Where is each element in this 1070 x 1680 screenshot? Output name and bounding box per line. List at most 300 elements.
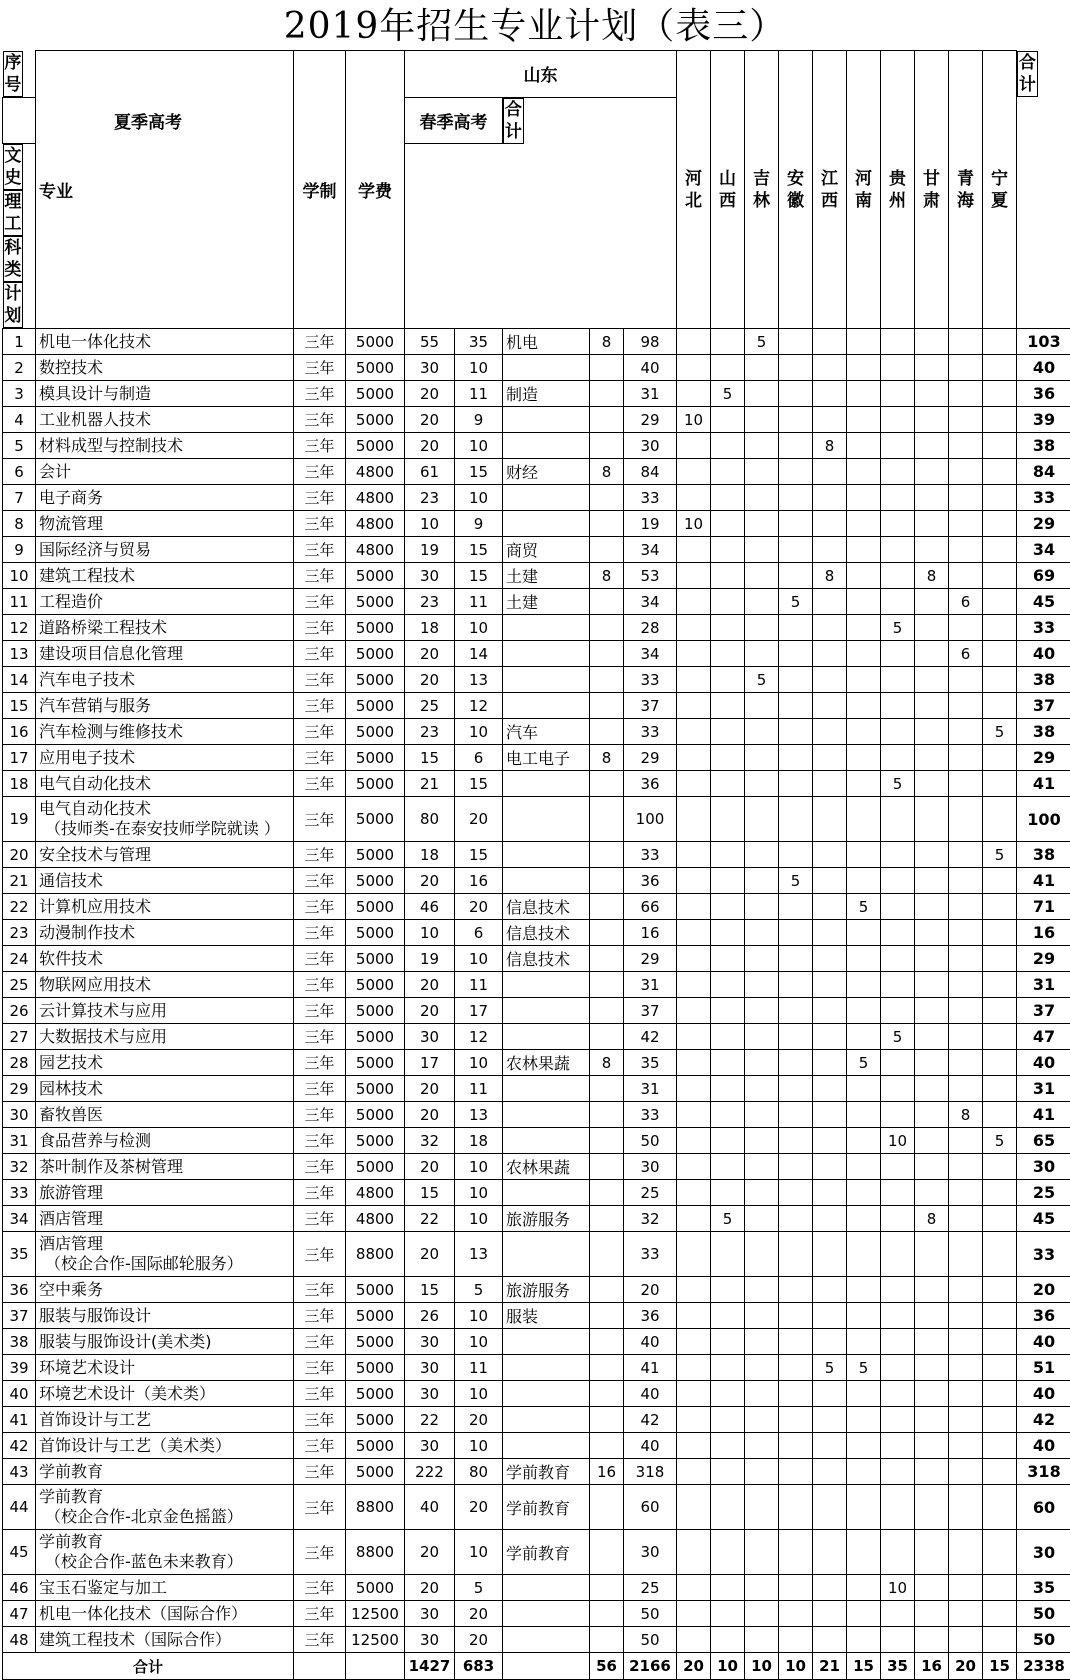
summary-province: 21 (813, 1653, 847, 1680)
row-fee: 4800 (346, 537, 405, 563)
row-grand-total: 60 (1017, 1485, 1070, 1530)
table-row (3, 1627, 1070, 1653)
row-index: 26 (3, 998, 36, 1024)
row-province (677, 459, 711, 485)
summary-row (3, 1653, 1070, 1680)
table-row (3, 1303, 1070, 1329)
row-province (813, 745, 847, 771)
row-province (813, 719, 847, 745)
row-jihua (590, 485, 624, 511)
row-province (779, 667, 813, 693)
row-province (949, 771, 983, 797)
row-ligong: 10 (455, 433, 503, 459)
row-ligong: 10 (455, 1303, 503, 1329)
row-province (711, 1530, 745, 1575)
row-province (983, 1050, 1017, 1076)
row-province (745, 998, 779, 1024)
row-province (915, 1303, 949, 1329)
row-shandong-total: 20 (624, 1277, 677, 1303)
row-province (915, 745, 949, 771)
major-name: 工业机器人技术 (39, 410, 151, 429)
row-kelei (503, 972, 590, 998)
row-province (677, 1050, 711, 1076)
row-duration: 三年 (294, 1575, 346, 1601)
row-duration: 三年 (294, 1407, 346, 1433)
row-province (711, 563, 745, 589)
row-province (949, 1154, 983, 1180)
row-province (745, 1530, 779, 1575)
row-province (745, 1102, 779, 1128)
row-province (711, 1601, 745, 1627)
row-major (36, 615, 294, 641)
table-row (3, 511, 1070, 537)
row-duration: 三年 (294, 1024, 346, 1050)
row-province (847, 1206, 881, 1232)
row-province (881, 641, 915, 667)
summary-grand-total: 2338 (1017, 1653, 1070, 1680)
row-major (36, 1050, 294, 1076)
row-major (36, 894, 294, 920)
row-jihua: 8 (590, 329, 624, 355)
row-province (915, 1627, 949, 1653)
row-wenshi: 20 (405, 1102, 455, 1128)
row-shandong-total: 30 (624, 1530, 677, 1575)
row-province (847, 1232, 881, 1277)
row-province (881, 1355, 915, 1381)
row-province (881, 1232, 915, 1277)
row-major (36, 998, 294, 1024)
row-province (881, 998, 915, 1024)
row-province: 5 (847, 1050, 881, 1076)
row-province (677, 1232, 711, 1277)
row-province (813, 1485, 847, 1530)
row-province (745, 719, 779, 745)
row-jihua (590, 842, 624, 868)
row-province (779, 1277, 813, 1303)
row-major (36, 667, 294, 693)
row-province (745, 1303, 779, 1329)
row-ligong: 12 (455, 1024, 503, 1050)
table-row (3, 797, 1070, 842)
row-province (881, 1050, 915, 1076)
row-province (949, 1575, 983, 1601)
major-name: 学前教育 (39, 1532, 103, 1551)
row-province (983, 355, 1017, 381)
row-province (745, 920, 779, 946)
row-jihua (590, 1024, 624, 1050)
row-wenshi: 30 (405, 1381, 455, 1407)
row-province (983, 511, 1017, 537)
row-province: 5 (745, 667, 779, 693)
row-grand-total: 37 (1017, 998, 1070, 1024)
row-province (677, 355, 711, 381)
row-shandong-total: 50 (624, 1601, 677, 1627)
row-province: 5 (779, 589, 813, 615)
table-row (3, 1180, 1070, 1206)
row-ligong: 10 (455, 946, 503, 972)
major-name: 机电一体化技术（国际合作） (39, 1604, 247, 1623)
row-province (745, 972, 779, 998)
row-province (847, 1407, 881, 1433)
row-wenshi: 19 (405, 946, 455, 972)
row-province (847, 1530, 881, 1575)
row-jihua (590, 1407, 624, 1433)
row-province (847, 998, 881, 1024)
summary-province: 16 (915, 1653, 949, 1680)
row-province (677, 1277, 711, 1303)
row-jihua (590, 1154, 624, 1180)
row-province (983, 1076, 1017, 1102)
row-province (677, 1154, 711, 1180)
row-province (711, 1303, 745, 1329)
row-index: 5 (3, 433, 36, 459)
row-province (983, 797, 1017, 842)
header-duration: 学制 (294, 51, 346, 329)
row-kelei (503, 771, 590, 797)
row-grand-total: 33 (1017, 485, 1070, 511)
row-grand-total: 16 (1017, 920, 1070, 946)
summary-province: 10 (779, 1653, 813, 1680)
row-jihua (590, 433, 624, 459)
row-wenshi: 25 (405, 693, 455, 719)
row-major (36, 641, 294, 667)
row-province (881, 842, 915, 868)
row-province (881, 1180, 915, 1206)
row-fee: 5000 (346, 842, 405, 868)
major-name: 大数据技术与应用 (39, 1027, 167, 1046)
row-province (949, 797, 983, 842)
row-major (36, 868, 294, 894)
row-major (36, 1627, 294, 1653)
row-province (847, 771, 881, 797)
row-province (915, 329, 949, 355)
row-province (779, 1102, 813, 1128)
row-wenshi: 18 (405, 615, 455, 641)
row-province (915, 641, 949, 667)
row-province (711, 615, 745, 641)
row-jihua (590, 998, 624, 1024)
row-province (745, 1355, 779, 1381)
row-ligong: 10 (455, 1050, 503, 1076)
row-province (745, 485, 779, 511)
row-kelei: 旅游服务 (503, 1277, 590, 1303)
row-grand-total: 40 (1017, 1329, 1070, 1355)
row-province (813, 511, 847, 537)
row-province (813, 693, 847, 719)
row-duration: 三年 (294, 615, 346, 641)
row-wenshi: 20 (405, 1575, 455, 1601)
table-row (3, 329, 1070, 355)
row-index: 6 (3, 459, 36, 485)
row-ligong: 10 (455, 485, 503, 511)
table-row (3, 771, 1070, 797)
row-province (915, 459, 949, 485)
row-shandong-total: 28 (624, 615, 677, 641)
row-fee: 5000 (346, 894, 405, 920)
row-province (813, 1277, 847, 1303)
summary-province: 10 (711, 1653, 745, 1680)
row-province (745, 537, 779, 563)
row-province (983, 1433, 1017, 1459)
row-province (847, 563, 881, 589)
row-province (881, 329, 915, 355)
row-province (847, 485, 881, 511)
summary-province: 15 (847, 1653, 881, 1680)
row-wenshi: 32 (405, 1128, 455, 1154)
row-province (813, 667, 847, 693)
row-province (779, 797, 813, 842)
row-major (36, 511, 294, 537)
row-kelei (503, 355, 590, 381)
row-province (711, 771, 745, 797)
row-ligong: 10 (455, 1329, 503, 1355)
row-province: 8 (915, 1206, 949, 1232)
row-duration: 三年 (294, 842, 346, 868)
row-province (949, 1180, 983, 1206)
row-province (847, 719, 881, 745)
row-province (745, 355, 779, 381)
row-major (36, 719, 294, 745)
row-province (983, 1627, 1017, 1653)
row-ligong: 15 (455, 459, 503, 485)
row-shandong-total: 33 (624, 1232, 677, 1277)
summary-shandong-total: 2166 (624, 1653, 677, 1680)
summary-cell (346, 1653, 405, 1680)
row-duration: 三年 (294, 894, 346, 920)
row-major (36, 842, 294, 868)
row-shandong-total: 40 (624, 355, 677, 381)
row-province (881, 407, 915, 433)
row-province (711, 329, 745, 355)
table-row (3, 972, 1070, 998)
major-name: 空中乘务 (39, 1280, 103, 1299)
row-wenshi: 18 (405, 842, 455, 868)
row-province (949, 1329, 983, 1355)
row-province (949, 1355, 983, 1381)
row-province (813, 1128, 847, 1154)
row-province (915, 615, 949, 641)
row-province (847, 615, 881, 641)
row-kelei: 土建 (503, 563, 590, 589)
row-province (779, 894, 813, 920)
row-province (847, 381, 881, 407)
row-shandong-total: 31 (624, 1076, 677, 1102)
row-province (881, 667, 915, 693)
row-kelei: 土建 (503, 589, 590, 615)
header-grand-total: 合计 (1017, 51, 1038, 97)
row-fee: 4800 (346, 485, 405, 511)
row-major (36, 381, 294, 407)
row-province (915, 1355, 949, 1381)
row-fee: 5000 (346, 1303, 405, 1329)
major-name: 物流管理 (39, 514, 103, 533)
row-shandong-total: 36 (624, 868, 677, 894)
row-wenshi: 15 (405, 1277, 455, 1303)
table-row (3, 355, 1070, 381)
row-grand-total: 84 (1017, 459, 1070, 485)
row-province (745, 1050, 779, 1076)
row-shandong-total: 40 (624, 1433, 677, 1459)
row-major (36, 972, 294, 998)
row-shandong-total: 16 (624, 920, 677, 946)
row-province (677, 381, 711, 407)
row-kelei: 学前教育 (503, 1459, 590, 1485)
row-wenshi: 222 (405, 1459, 455, 1485)
header-province: 山西 (711, 51, 745, 329)
row-province (881, 1381, 915, 1407)
row-fee: 5000 (346, 719, 405, 745)
table-row (3, 1128, 1070, 1154)
row-province (745, 842, 779, 868)
row-shandong-total: 36 (624, 771, 677, 797)
summary-ligong: 683 (455, 1653, 503, 1680)
row-index: 41 (3, 1407, 36, 1433)
row-jihua (590, 868, 624, 894)
row-province: 5 (983, 1128, 1017, 1154)
row-province (881, 1601, 915, 1627)
row-province (949, 1076, 983, 1102)
row-grand-total: 40 (1017, 1381, 1070, 1407)
row-index: 43 (3, 1459, 36, 1485)
row-wenshi: 61 (405, 459, 455, 485)
row-grand-total: 25 (1017, 1180, 1070, 1206)
row-province (949, 667, 983, 693)
row-major (36, 1601, 294, 1627)
row-wenshi: 23 (405, 485, 455, 511)
row-ligong: 9 (455, 511, 503, 537)
row-province (779, 1601, 813, 1627)
row-province (677, 693, 711, 719)
row-duration: 三年 (294, 511, 346, 537)
row-jihua (590, 1128, 624, 1154)
row-province (813, 537, 847, 563)
row-province (949, 433, 983, 459)
row-fee: 5000 (346, 693, 405, 719)
row-province (745, 641, 779, 667)
row-duration: 三年 (294, 1601, 346, 1627)
row-province (983, 894, 1017, 920)
row-province (915, 972, 949, 998)
row-province (779, 920, 813, 946)
row-major (36, 1530, 294, 1575)
header-province: 安徽 (779, 51, 813, 329)
row-province (677, 1102, 711, 1128)
row-province (949, 355, 983, 381)
row-province (779, 1024, 813, 1050)
row-province (711, 1407, 745, 1433)
row-kelei (503, 433, 590, 459)
row-province (813, 1102, 847, 1128)
row-grand-total: 36 (1017, 1303, 1070, 1329)
row-fee: 4800 (346, 511, 405, 537)
row-province (813, 1024, 847, 1050)
row-province (779, 1232, 813, 1277)
row-kelei (503, 485, 590, 511)
row-index: 15 (3, 693, 36, 719)
major-name: 应用电子技术 (39, 748, 135, 767)
row-province (949, 1530, 983, 1575)
row-index: 27 (3, 1024, 36, 1050)
row-province (949, 1277, 983, 1303)
row-index: 21 (3, 868, 36, 894)
major-note: （技师类-在泰安技师学院就读 ） (39, 819, 293, 839)
row-wenshi: 30 (405, 1024, 455, 1050)
row-grand-total: 100 (1017, 797, 1070, 842)
row-duration: 三年 (294, 537, 346, 563)
row-shandong-total: 53 (624, 563, 677, 589)
row-province (711, 998, 745, 1024)
row-province: 5 (881, 615, 915, 641)
table-row (3, 1206, 1070, 1232)
row-grand-total: 38 (1017, 667, 1070, 693)
row-province (711, 485, 745, 511)
row-province (949, 1050, 983, 1076)
major-name: 建筑工程技术（国际合作） (39, 1630, 231, 1649)
row-wenshi: 15 (405, 745, 455, 771)
row-ligong: 15 (455, 771, 503, 797)
row-province (779, 1206, 813, 1232)
row-duration: 三年 (294, 433, 346, 459)
major-name: 数控技术 (39, 358, 103, 377)
row-index: 40 (3, 1381, 36, 1407)
major-name: 汽车营销与服务 (39, 696, 151, 715)
row-province (745, 1381, 779, 1407)
row-province (915, 537, 949, 563)
row-province (881, 485, 915, 511)
row-province (983, 1154, 1017, 1180)
row-grand-total: 45 (1017, 1206, 1070, 1232)
row-province (779, 1128, 813, 1154)
table-row (3, 589, 1070, 615)
row-duration: 三年 (294, 1076, 346, 1102)
row-kelei (503, 511, 590, 537)
row-province (813, 797, 847, 842)
row-province (881, 1303, 915, 1329)
row-duration: 三年 (294, 589, 346, 615)
table-row (3, 719, 1070, 745)
row-province (779, 459, 813, 485)
row-jihua (590, 381, 624, 407)
row-index: 46 (3, 1575, 36, 1601)
row-grand-total: 41 (1017, 1102, 1070, 1128)
row-province (779, 485, 813, 511)
row-wenshi: 20 (405, 1530, 455, 1575)
major-name: 软件技术 (39, 949, 103, 968)
row-jihua (590, 894, 624, 920)
row-province (813, 972, 847, 998)
row-province (779, 433, 813, 459)
row-province (915, 407, 949, 433)
row-province (983, 771, 1017, 797)
row-province (813, 946, 847, 972)
row-province (779, 946, 813, 972)
row-index: 25 (3, 972, 36, 998)
row-jihua: 8 (590, 563, 624, 589)
row-province (949, 868, 983, 894)
row-province (813, 1329, 847, 1355)
major-name: 动漫制作技术 (39, 923, 135, 942)
row-province (915, 1381, 949, 1407)
major-name: 园林技术 (39, 1079, 103, 1098)
row-shandong-total: 84 (624, 459, 677, 485)
row-province (847, 537, 881, 563)
row-grand-total: 42 (1017, 1407, 1070, 1433)
row-kelei: 服装 (503, 1303, 590, 1329)
table-row (3, 1102, 1070, 1128)
row-province (949, 842, 983, 868)
row-province (983, 459, 1017, 485)
summary-jihua: 56 (590, 1653, 624, 1680)
